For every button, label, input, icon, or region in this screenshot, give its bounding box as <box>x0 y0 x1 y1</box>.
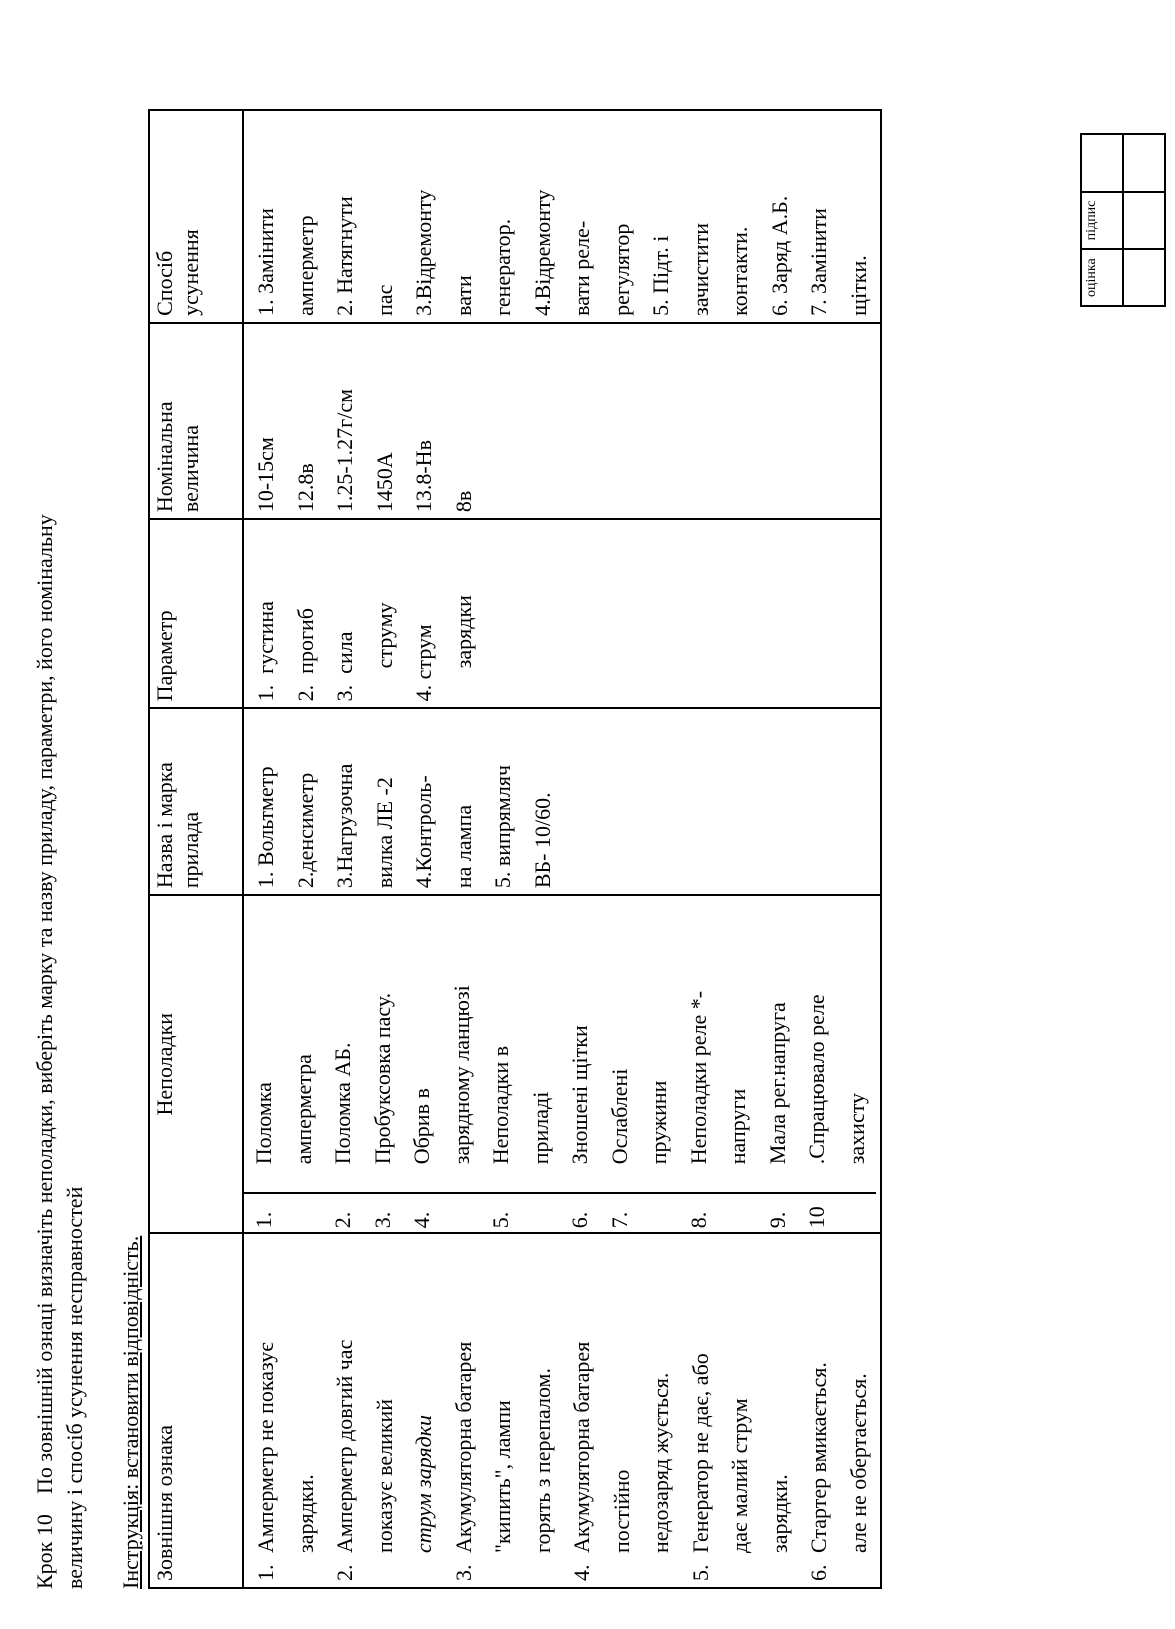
col-device-header: Назва і марка прилада <box>149 708 243 895</box>
device-line: 4.Контроль- <box>411 775 436 889</box>
faults-cell <box>243 895 881 1233</box>
fault-line: 7. Ослаблені <box>600 896 640 1232</box>
fault-line: пружини <box>639 896 679 1232</box>
grade-value-cell <box>1123 249 1165 306</box>
remedy-line: 1. Замінити <box>253 208 278 316</box>
symptom-line: "кипить", лампи <box>490 1400 515 1553</box>
nominal-line: 10-15см <box>253 437 278 513</box>
symptom-line: 1.Амперметр не показує <box>253 1342 278 1581</box>
instruction: Інструкція: встановити відповідність. <box>118 1235 143 1589</box>
col-nominal-header: Номінальна величина <box>149 323 243 519</box>
remedies-cell <box>243 110 881 323</box>
signature-label: підпис <box>1081 192 1123 250</box>
col-remedy-header: Спосіб усунення <box>149 110 243 323</box>
symptom-line: 4.Акумуляторна батарея <box>569 1341 594 1581</box>
grade-label: оцінка <box>1081 249 1123 306</box>
symptom-line: 2.Амперметр довгий час <box>332 1339 357 1581</box>
signature-value-cell <box>1123 192 1165 250</box>
remedy-line: 5. Підт. і <box>648 235 673 316</box>
remedy-line: щітки. <box>845 255 871 316</box>
symptom-line: 6.Стартер вмикається. <box>806 1362 831 1581</box>
symptom-line: показує великий <box>371 1398 397 1553</box>
remedy-line: амперметр <box>292 215 318 316</box>
task-heading <box>30 29 90 1589</box>
fault-line: амперметра <box>284 896 324 1232</box>
fault-line: 3. Пробуксовка пасу. <box>363 896 403 1232</box>
symptom-line: 3.Акумуляторна батарея <box>450 1341 476 1581</box>
param-line: 4. струм <box>411 624 436 702</box>
symptom-line: недозаряд жується. <box>648 1372 673 1553</box>
grade-box <box>1080 133 1166 307</box>
fault-line: 1. Поломка <box>244 896 284 1232</box>
symptom-line: горять з перепалом. <box>529 1368 555 1553</box>
col-symptoms-header: Зовнішня ознака <box>149 1233 243 1588</box>
param-line: 1. густина <box>253 601 278 702</box>
nominal-line: 13.8-Нв <box>411 440 436 513</box>
fault-line: зарядному ланцюзі <box>442 896 482 1232</box>
symptom-line: зарядки. <box>292 1474 318 1553</box>
col-param-header: Параметр <box>149 519 243 708</box>
fault-line: приладі <box>521 896 561 1232</box>
device-line: 1. Вольтметр <box>253 766 278 889</box>
remedy-line: 2. Натягнути <box>332 196 357 316</box>
device-line: на лампа <box>450 804 476 889</box>
device-line: ВБ- 10/60. <box>529 792 555 889</box>
grade-empty-cell <box>1123 134 1165 192</box>
matching-table <box>148 109 882 1589</box>
remedy-line: пас <box>371 284 397 316</box>
symptom-line: постійно <box>608 1469 634 1553</box>
nominal-line: 12.8в <box>292 463 318 513</box>
task-text-line1: По зовнішній ознаці визначіть неполадки, виберіть марку та назву приладу, параметри, його номінальну <box>32 514 57 1494</box>
symptom-line: зарядки. <box>766 1474 792 1553</box>
remedy-line: вати <box>450 275 476 316</box>
remedy-line: 3.Відремонту <box>411 189 436 316</box>
nominal-line: 1450А <box>371 452 397 513</box>
remedy-line: 7. Замінити <box>806 208 831 316</box>
param-line: струму <box>371 602 397 702</box>
fault-line: 4. Обрив в <box>402 896 442 1232</box>
fault-line: захисту <box>837 896 877 1232</box>
col-faults-header: Неполадки <box>149 895 243 1233</box>
remedy-line: контакти. <box>727 226 752 316</box>
symptom-line: але не обертається. <box>845 1373 871 1553</box>
param-line: зарядки <box>450 595 476 702</box>
fault-line: 9. Мала рег.напруга <box>758 896 798 1232</box>
device-line: 5. випрямляч <box>490 764 515 889</box>
remedy-line: генератор. <box>490 218 515 316</box>
nominal-line: 1.25-1.27г/см <box>332 388 357 513</box>
fault-line: 5. Неполадки в <box>481 896 521 1232</box>
symptom-line: дає малий струм <box>727 1398 752 1553</box>
symptom-line: струм зарядки <box>411 1414 436 1553</box>
fault-line: 8. Неполадки реле *- <box>679 896 719 1232</box>
fault-line: 2. Поломка АБ. <box>323 896 363 1232</box>
device-line: 2.денсиметр <box>292 772 318 889</box>
remedy-line: 6. Заряд А.Б. <box>766 195 792 316</box>
param-line: 2. прогиб <box>292 608 318 702</box>
params-cell <box>243 519 881 708</box>
remedy-line: регулятор <box>608 223 634 316</box>
table-header-row <box>149 110 243 1588</box>
grade-empty-cell <box>1081 134 1123 192</box>
symptom-line: 5.Генератор не дає, або <box>687 1353 713 1581</box>
remedy-line: зачистити <box>687 222 713 316</box>
device-line: вилка ЛЕ -2 <box>371 777 397 889</box>
remedy-line: 4.Відремонту <box>529 189 555 316</box>
nominal-line: 8в <box>450 490 476 513</box>
remedy-line: вати реле- <box>569 220 594 316</box>
fault-line: напруги <box>718 896 758 1232</box>
nominals-cell <box>243 323 881 519</box>
fault-line: 10 .Спрацювало реле <box>797 896 837 1232</box>
devices-cell <box>243 708 881 895</box>
symptoms-cell <box>243 1233 881 1588</box>
param-line: 3. сила <box>332 631 357 702</box>
table-body-row <box>243 110 881 1588</box>
device-line: 3.Нагрузочна <box>332 763 357 889</box>
fault-line: 6. Зношені щітки <box>560 896 600 1232</box>
step-label: Крок 10 <box>32 1514 57 1589</box>
task-text-line2: величину і спосіб усунення несправностей <box>62 1186 87 1589</box>
